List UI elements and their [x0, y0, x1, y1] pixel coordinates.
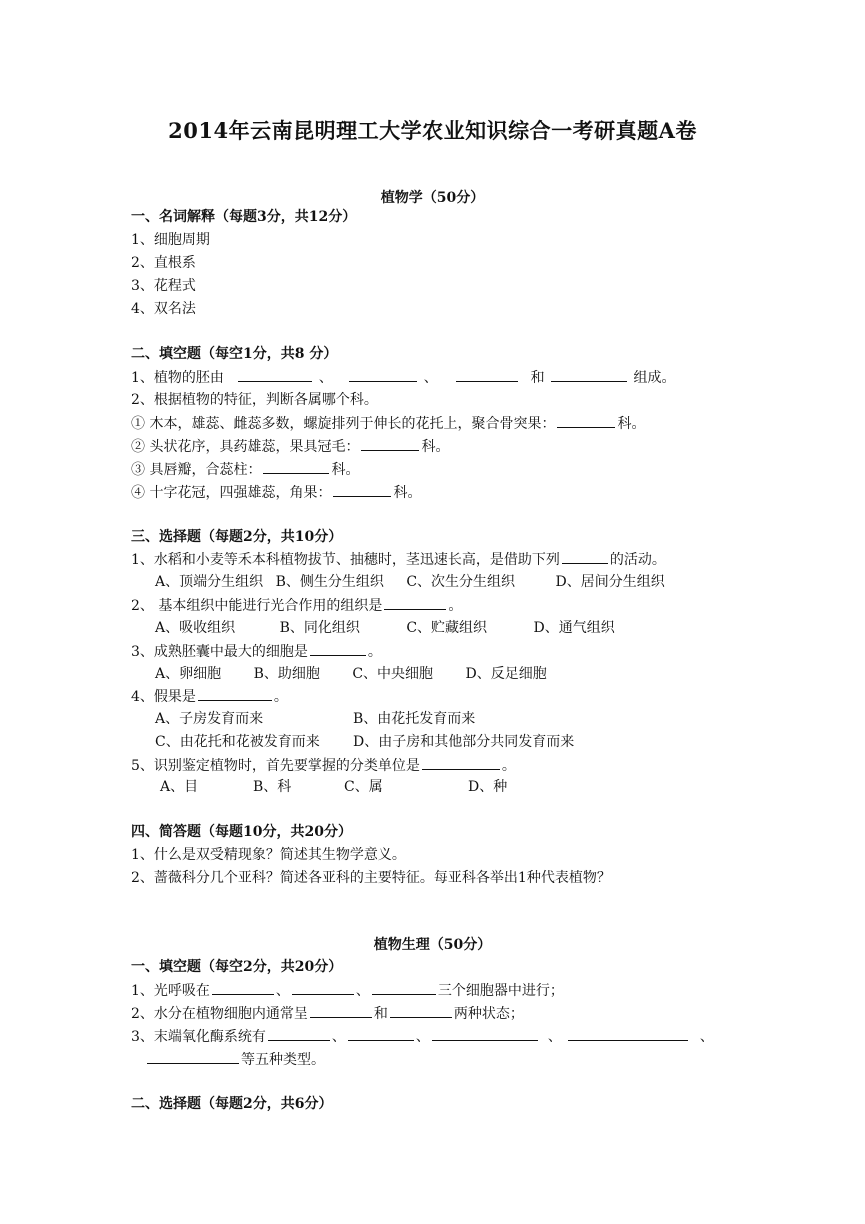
- option: C、属: [344, 779, 383, 795]
- question-text: 三个细胞器中进行；: [437, 983, 564, 999]
- question-text: 。: [273, 689, 288, 705]
- option: D、居间分生组织: [555, 574, 665, 590]
- list-item: 1、细胞周期: [131, 232, 210, 248]
- page-title: 2014年云南昆明理工大学农业知识综合一考研真题A卷: [168, 118, 697, 143]
- option: D、由子房和其他部分共同发育而来: [353, 734, 575, 750]
- question-text: 3、成熟胚囊中最大的细胞是: [131, 644, 308, 660]
- options-row: [155, 572, 665, 592]
- option: D、种: [468, 779, 508, 795]
- list-item: 1、什么是双受精现象？简述其生物学意义。: [131, 847, 406, 863]
- answer-blank: [349, 367, 417, 382]
- question-text: 1、水稻和小麦等禾本科植物拔节、抽穗时，茎迅速长高，是借助下列: [131, 552, 560, 568]
- question-mc-1: [131, 549, 666, 570]
- option: A、卵细胞: [155, 666, 222, 682]
- question-text: 两种状态；: [453, 1006, 524, 1022]
- answer-blank: [557, 413, 615, 428]
- question-fill-physio-3-cont: [131, 1049, 325, 1070]
- list-item: 4、双名法: [131, 301, 196, 317]
- section-heading-choice: 三、选择题（每题2分，共10分）: [131, 529, 343, 545]
- answer-blank: [292, 980, 354, 995]
- answer-blank: [568, 1026, 688, 1041]
- answer-blank: [238, 367, 312, 382]
- question-fill-physio-1: [131, 980, 564, 1001]
- separator: 、: [699, 1029, 714, 1045]
- option: D、通气组织: [533, 620, 615, 636]
- question-mc-2: [131, 595, 462, 616]
- option: A、子房发育而来: [155, 711, 264, 727]
- question-text: 5、识别鉴定植物时，首先要掌握的分类单位是: [131, 758, 420, 774]
- question-fill-1: [131, 367, 676, 388]
- option: B、同化组织: [279, 620, 360, 636]
- answer-blank: [432, 1026, 538, 1041]
- question-text: 科。: [331, 462, 360, 478]
- question-fill-physio-3: [131, 1026, 714, 1047]
- answer-blank: [310, 1003, 372, 1018]
- list-item: 3、花程式: [131, 278, 196, 294]
- question-text: 2、根据植物的特征，判断各属哪个科。: [131, 392, 378, 408]
- answer-blank: [372, 980, 436, 995]
- option: B、由花托发育而来: [353, 711, 476, 727]
- answer-blank: [422, 755, 500, 770]
- section-heading-short-answer: 四、简答题（每题10分，共20分）: [131, 824, 352, 840]
- question-text: 。: [448, 598, 463, 614]
- separator: 、: [355, 983, 370, 999]
- section-heading-choice-2: 二、选择题（每题2分，共6分）: [131, 1096, 333, 1112]
- question-text: 1、植物的胚由: [131, 370, 224, 386]
- question-text: ③ 具唇瓣，合蕊柱：: [131, 462, 262, 478]
- list-item: 2、直根系: [131, 255, 196, 271]
- answer-blank: [263, 459, 329, 474]
- answer-blank: [562, 549, 608, 564]
- option: C、贮藏组织: [406, 620, 488, 636]
- separator: 、: [275, 983, 290, 999]
- section-heading-definitions: 一、名词解释（每题3分，共12分）: [131, 209, 357, 225]
- question-choice-2: [131, 436, 449, 457]
- question-choice-3: [131, 459, 359, 480]
- question-text: ④ 十字花冠，四强雄蕊，角果：: [131, 485, 332, 501]
- option: B、侧生分生组织: [275, 574, 384, 590]
- answer-blank: [147, 1049, 239, 1064]
- option: C、次生分生组织: [406, 574, 516, 590]
- separator: 、: [423, 370, 438, 386]
- options-row: [155, 664, 547, 684]
- question-text: ② 头状花序，具药雄蕊，果具冠毛：: [131, 439, 360, 455]
- question-mc-5: [131, 755, 516, 776]
- answer-blank: [310, 641, 366, 656]
- question-text: 的活动。: [609, 552, 666, 568]
- question-text: 2、 基本组织中能进行光合作用的组织是: [131, 598, 383, 614]
- separator: 、: [331, 1029, 346, 1045]
- answer-blank: [384, 595, 446, 610]
- conjunction: 和: [530, 370, 545, 386]
- question-fill-physio-2: [131, 1003, 524, 1024]
- question-choice-1: [131, 413, 645, 434]
- section-heading-fill-blank: 二、填空题（每空1分，共8 分）: [131, 346, 338, 362]
- conjunction: 和: [373, 1006, 388, 1022]
- question-mc-4: [131, 686, 288, 707]
- answer-blank: [333, 482, 391, 497]
- section-heading-fill-blank-2: 一、填空题（每空2分，共20分）: [131, 959, 343, 975]
- answer-blank: [212, 980, 274, 995]
- answer-blank: [361, 436, 419, 451]
- answer-blank: [551, 367, 627, 382]
- question-text: ① 木本，雄蕊、雌蕊多数，螺旋排列于伸长的花托上，聚合骨突果：: [131, 416, 556, 432]
- answer-blank: [198, 686, 272, 701]
- answer-blank: [390, 1003, 452, 1018]
- part-title-botany: 植物学（50分）: [380, 190, 485, 206]
- option: B、科: [253, 779, 292, 795]
- question-text: 科。: [617, 416, 646, 432]
- question-text: 3、末端氧化酶系统有: [131, 1029, 266, 1045]
- option: A、目: [160, 779, 199, 795]
- option: D、反足细胞: [465, 666, 547, 682]
- question-text: 组成。: [633, 370, 676, 386]
- question-text: 2、水分在植物细胞内通常呈: [131, 1006, 308, 1022]
- option: B、助细胞: [253, 666, 320, 682]
- part-title-plant-physiology: 植物生理（50分）: [373, 937, 492, 953]
- answer-blank: [268, 1026, 330, 1041]
- question-mc-3: [131, 641, 382, 662]
- answer-blank: [456, 367, 518, 382]
- question-text: 1、光呼吸在: [131, 983, 210, 999]
- question-choice-4: [131, 482, 421, 503]
- option: C、中央细胞: [352, 666, 434, 682]
- option: C、由花托和花被发育而来: [155, 734, 320, 750]
- question-text: 等五种类型。: [241, 1052, 325, 1068]
- separator: 、: [318, 370, 333, 386]
- question-text: 4、假果是: [131, 689, 196, 705]
- separator: 、: [415, 1029, 430, 1045]
- question-text: 科。: [393, 485, 422, 501]
- option: A、吸收组织: [155, 620, 236, 636]
- option: A、顶端分生组织: [155, 574, 264, 590]
- question-text: 科。: [421, 439, 450, 455]
- question-text: 。: [367, 644, 382, 660]
- list-item: 2、蔷薇科分几个亚科？简述各亚科的主要特征。每亚科各举出1种代表植物？: [131, 870, 611, 886]
- question-text: 。: [501, 758, 516, 774]
- answer-blank: [348, 1026, 414, 1041]
- separator: 、: [547, 1029, 562, 1045]
- options-row: [155, 618, 615, 638]
